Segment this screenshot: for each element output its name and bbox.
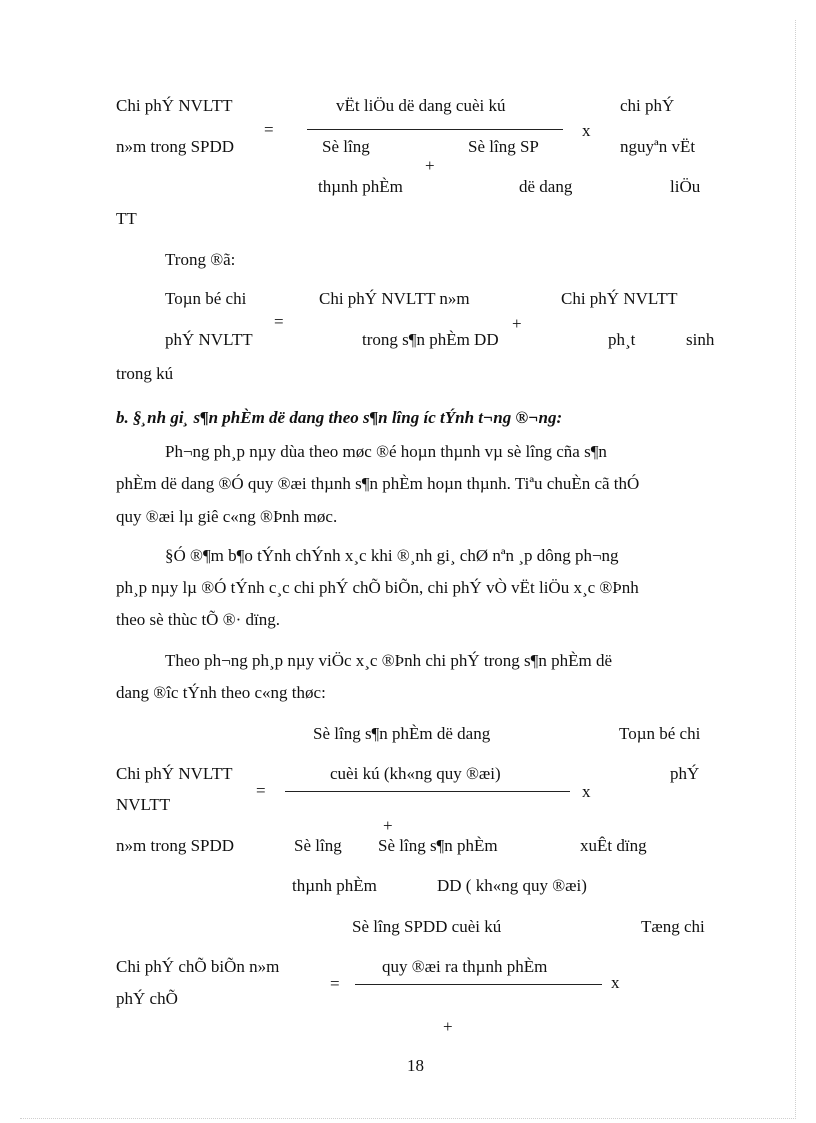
para1-line2: phÈm dë dang ®Ó quy ®æi thµnh s¶n phÈm hoµn thµnh. Tiªu chuÈn cã thÓ [116, 474, 640, 493]
formula2-middle-line2: trong s¶n phÈm DD [362, 330, 499, 349]
formula2-plus: + [512, 314, 522, 333]
para3-line1: Theo ph¬ng ph¸p nµy viÖc x¸c ®Þnh chi phÝ trong s¶n phÈm dë [165, 651, 612, 670]
formula3-numerator-line2: cuèi kú (kh«ng quy ®æi) [330, 764, 501, 783]
formula3-denominator-b1: Sè lîng s¶n phÈm [378, 836, 498, 855]
formula4-right-line1: Tæng chi [641, 917, 705, 936]
para3-line2: dang ®îc tÝnh theo c«ng thøc: [116, 683, 326, 702]
formula3-right-line3: xuÊt dïng [580, 836, 647, 855]
formula3-denominator-b2: DD ( kh«ng quy ®æi) [437, 876, 587, 895]
formula1-denominator-b1: Sè lîng SP [468, 137, 539, 156]
formula2-left-line2: phÝ NVLTT [165, 330, 253, 349]
formula3-left-line3: n»m trong SPDD [116, 836, 235, 855]
formula3-left-line1: Chi phÝ NVLTT [116, 764, 233, 783]
formula1-numerator: vËt liÖu dë dang cuèi kú [336, 96, 506, 115]
formula2-left-line1: Toµn bé chi [165, 289, 247, 308]
formula2-right-line1: Chi phÝ NVLTT [561, 289, 678, 308]
formula1-equals: = [264, 120, 274, 139]
para2-line1: §Ó ®¶m b¶o tÝnh chÝnh x¸c khi ®¸nh gi¸ chØ nªn ¸p dông ph¬ng [165, 546, 619, 565]
formula3-times: x [582, 782, 591, 801]
formula1-times: x [582, 121, 591, 140]
formula3-fraction-bar [285, 791, 570, 792]
formula4-equals: = [330, 974, 340, 993]
formula2-equals: = [274, 312, 284, 331]
formula1-right-line3: liÖu [670, 177, 701, 196]
page-border-right [795, 20, 796, 1117]
formula1-denominator-a1: Sè lîng [322, 137, 370, 156]
formula1-plus: + [425, 156, 435, 175]
formula3-right-line2: phÝ [670, 764, 700, 783]
where-label: Trong ®ã: [165, 250, 236, 269]
formula1-fraction-bar [307, 129, 563, 130]
para2-line2: ph¸p nµy lµ ®Ó tÝnh c¸c chi phÝ chÕ biÕn, chi phÝ vÒ vËt liÖu x¸c ®Þnh [116, 578, 639, 597]
para1-line1: Ph¬ng ph¸p nµy dùa theo møc ®é hoµn thµnh vµ sè lîng cña s¶n [165, 442, 607, 461]
formula1-right-line1: chi phÝ [620, 96, 675, 115]
formula4-left-line1: Chi phÝ chÕ biÕn n»m [116, 957, 280, 976]
formula1-denominator-a2: thµnh phÈm [318, 177, 403, 196]
formula3-numerator-line1: Sè lîng s¶n phÈm dë dang [313, 724, 491, 743]
formula1-denominator-b2: dë dang [519, 177, 573, 196]
formula2-right-line3: sinh [686, 330, 715, 349]
formula4-fraction-bar [355, 984, 602, 985]
formula2-right-line2: ph¸t [608, 330, 636, 349]
section-heading: b. §¸nh gi¸ s¶n phÈm dë dang theo s¶n lîng íc tÝnh t¬ng ®¬ng: [116, 408, 563, 427]
formula2-left-line3: trong kú [116, 364, 174, 383]
para1-line3: quy ®æi lµ giê c«ng ®Þnh møc. [116, 507, 338, 526]
formula3-denominator-a2: thµnh phÈm [292, 876, 377, 895]
formula3-denominator-a1: Sè lîng [294, 836, 342, 855]
formula3-left-line2: NVLTT [116, 795, 171, 814]
formula1-left-line3: TT [116, 209, 137, 228]
para2-line3: theo sè thùc tÕ ®· dïng. [116, 610, 280, 629]
formula3-equals: = [256, 781, 266, 800]
page-number: 18 [407, 1056, 424, 1075]
formula4-plus: + [443, 1017, 453, 1036]
page-border-bottom [20, 1118, 796, 1119]
formula4-numerator-line2: quy ®æi ra thµnh phÈm [382, 957, 548, 976]
formula1-right-line2: nguyªn vËt [620, 137, 696, 156]
formula3-right-line1: Toµn bé chi [619, 724, 701, 743]
formula4-left-line2: phÝ chÕ [116, 989, 178, 1008]
formula1-left-line1: Chi phÝ NVLTT [116, 96, 233, 115]
formula2-middle-line1: Chi phÝ NVLTT n»m [319, 289, 470, 308]
formula3-plus: + [383, 816, 393, 835]
formula4-times: x [611, 973, 620, 992]
formula1-left-line2: n»m trong SPDD [116, 137, 235, 156]
formula4-numerator-line1: Sè lîng SPDD cuèi kú [352, 917, 502, 936]
